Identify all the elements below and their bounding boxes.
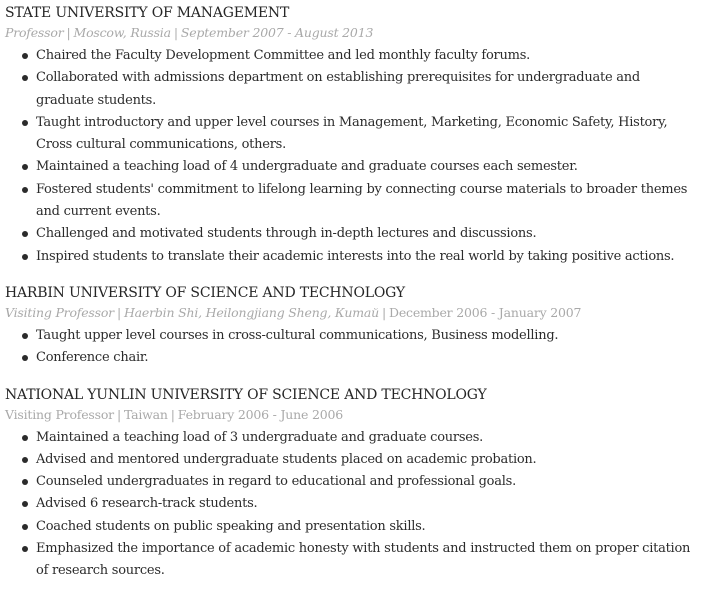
duty-item <box>36 347 698 369</box>
job-entry-yunlin-university <box>5 386 698 583</box>
job-entry-state-university <box>5 4 698 268</box>
duty-text: Conference chair. <box>36 350 149 366</box>
duty-text: Advised and mentored undergraduate students placed on academic probation. <box>36 451 537 467</box>
duty-item <box>36 156 698 178</box>
duty-text: Inspired students to translate their academic interests into the real world by taking positive actions. <box>36 248 675 264</box>
duty-text: Maintained a teaching load of 4 undergraduate and graduate courses each semester. <box>36 159 578 175</box>
job-role: Professor <box>5 25 64 40</box>
duty-item <box>36 112 698 157</box>
duty-text: Emphasized the importance of academic honesty with students and instructed them on proper citation of research sources. <box>36 541 691 579</box>
duty-text: Taught introductory and upper level courses in Management, Marketing, Economic Safety, History, Cross cultural communications, others. <box>36 114 668 153</box>
job-meta-line <box>5 406 698 424</box>
bullet-icon <box>22 120 28 126</box>
duty-list <box>5 45 698 268</box>
duty-text: Advised 6 research-track students. <box>36 496 258 512</box>
duty-text: Counseled undergraduates in regard to educational and professional goals. <box>36 474 516 490</box>
duty-text: Maintained a teaching load of 3 undergraduate and graduate courses. <box>36 429 484 445</box>
duty-item <box>36 325 698 347</box>
job-role: Visiting Professor <box>5 406 114 422</box>
job-location: Haerbin Shi, Heilongjiang Sheng, Китай <box>123 304 379 320</box>
duty-item <box>36 516 698 538</box>
duty-item <box>36 449 698 471</box>
duty-item <box>36 471 698 493</box>
duty-text: Collaborated with admissions department on establishing prerequisites for undergraduate and graduate students. <box>36 70 640 108</box>
bullet-icon <box>22 355 28 361</box>
duty-text: Taught upper level courses in cross-cultural communications, Business modelling. <box>36 327 559 343</box>
duty-text: Coached students on public speaking and presentation skills. <box>36 518 426 534</box>
bullet-icon <box>22 254 28 260</box>
organization-name: STATE UNIVERSITY OF MANAGEMENT <box>5 5 290 21</box>
job-meta-line <box>5 304 698 322</box>
duty-list <box>5 427 698 583</box>
job-location: Moscow, Russia <box>73 25 171 40</box>
bullet-icon <box>22 546 28 552</box>
duty-text: Chaired the Faculty Development Committee and led monthly faculty forums. <box>36 48 530 63</box>
duty-list <box>5 325 698 370</box>
job-dates: December 2006 - January 2007 <box>389 304 582 320</box>
duty-text: Fostered students' commitment to lifelong learning by connecting course materials to broader themes and current events. <box>36 181 688 220</box>
bullet-icon <box>22 53 28 59</box>
bullet-icon <box>22 435 28 441</box>
bullet-icon <box>22 333 28 339</box>
duty-item <box>36 179 698 224</box>
job-role: Visiting Professor <box>5 304 114 320</box>
meta-separator: | <box>173 25 178 40</box>
duty-item <box>36 538 698 583</box>
meta-separator: | <box>170 406 175 422</box>
organization-name: NATIONAL YUNLIN UNIVERSITY OF SCIENCE AND TECHNOLOGY <box>5 386 487 403</box>
meta-separator: | <box>116 406 121 422</box>
duty-item <box>36 427 698 449</box>
bullet-icon <box>22 524 28 530</box>
job-entry-harbin-university <box>5 284 698 370</box>
bullet-icon <box>22 501 28 507</box>
bullet-icon <box>22 231 28 237</box>
bullet-icon <box>22 75 28 81</box>
duty-item <box>36 493 698 515</box>
duty-item <box>36 45 698 67</box>
duty-item <box>36 246 698 268</box>
bullet-icon <box>22 457 28 463</box>
bullet-icon <box>22 187 28 193</box>
job-dates: February 2006 - June 2006 <box>177 406 343 422</box>
job-dates: September 2007 - August 2013 <box>180 25 374 40</box>
duty-item <box>36 67 698 112</box>
meta-separator: | <box>116 304 121 320</box>
bullet-icon <box>22 164 28 170</box>
bullet-icon <box>22 479 28 485</box>
duty-item <box>36 223 698 245</box>
organization-name: HARBIN UNIVERSITY OF SCIENCE AND TECHNOLOGY <box>5 284 405 301</box>
meta-separator: | <box>381 304 386 320</box>
job-location: Taiwan <box>123 406 168 422</box>
duty-text: Challenged and motivated students through in-depth lectures and discussions. <box>36 226 537 242</box>
meta-separator: | <box>66 25 71 40</box>
job-meta-line <box>5 24 698 42</box>
